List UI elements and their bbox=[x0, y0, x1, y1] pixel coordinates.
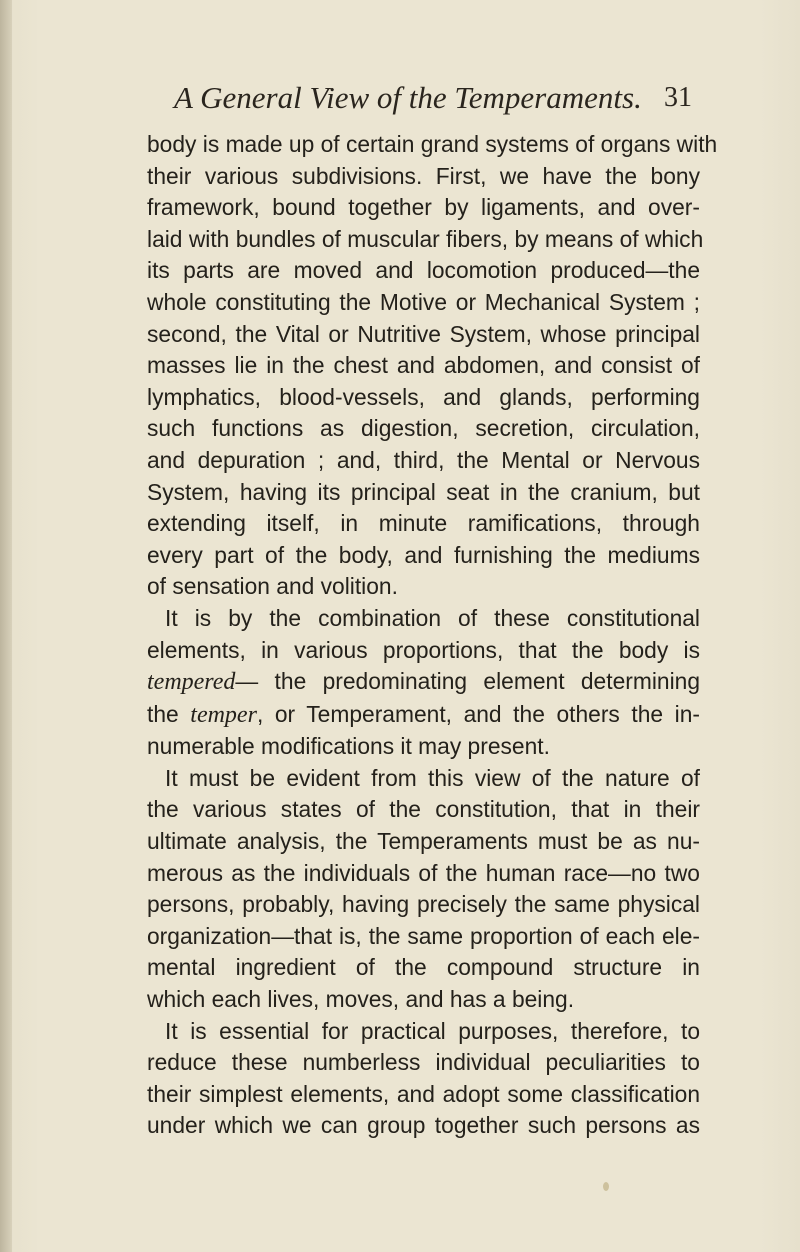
paragraph-4 bbox=[147, 1016, 700, 1142]
text-line: extending itself, in minute ramifications, through bbox=[147, 510, 700, 537]
body-text bbox=[147, 129, 718, 1142]
text-line: second, the Vital or Nutritive System, whose principal bbox=[147, 320, 700, 347]
text-line: elements, in various proportions, that the body is bbox=[147, 636, 700, 663]
running-title: A General View of the Temperaments. bbox=[174, 80, 642, 115]
text-line: and depuration ; and, third, the Mental or Nervous bbox=[147, 446, 700, 473]
paragraph-1 bbox=[147, 129, 718, 603]
page-header bbox=[140, 76, 700, 116]
text-line: the various states of the constitution, that in their bbox=[147, 796, 700, 823]
text-line: of sensation and volition. bbox=[147, 573, 398, 600]
paragraph-2 bbox=[147, 603, 700, 763]
text-segment: — the predominating element determining bbox=[235, 668, 700, 695]
binding-edge bbox=[0, 0, 12, 1252]
text-line bbox=[147, 666, 700, 699]
text-line: every part of the body, and furnishing the mediums bbox=[147, 541, 700, 568]
text-line: whole constituting the Motive or Mechanical System ; bbox=[147, 288, 700, 315]
text-line: their simplest elements, and adopt some classification bbox=[147, 1080, 700, 1107]
text-line: body is made up of certain grand systems of organs with bbox=[147, 131, 718, 157]
text-line bbox=[147, 699, 700, 732]
text-segment: , or Temperament, and the others the in- bbox=[256, 700, 700, 727]
text-line: organization—that is, the same proportion of each ele- bbox=[147, 922, 700, 949]
text-line: laid with bundles of muscular fibers, by means of which bbox=[147, 225, 704, 252]
text-line: numerable modifications it may present. bbox=[147, 733, 550, 760]
text-line: their various subdivisions. First, we have the bony bbox=[147, 162, 700, 189]
text-line: its parts are moved and locomotion produced—the bbox=[147, 257, 700, 284]
italic-word: tempered bbox=[147, 669, 236, 696]
text-line: It is essential for practical purposes, therefore, to bbox=[165, 1017, 700, 1044]
text-line: which each lives, moves, and has a being. bbox=[147, 986, 575, 1013]
text-line: such functions as digestion, secretion, circulation, bbox=[147, 415, 700, 442]
text-line: merous as the individuals of the human race—no two bbox=[147, 859, 700, 886]
text-line: It must be evident from this view of the nature of bbox=[165, 764, 700, 791]
page-number: 31 bbox=[664, 82, 692, 113]
text-line: framework, bound together by ligaments, and over- bbox=[147, 194, 700, 221]
text-line: It is by the combination of these constitutional bbox=[165, 604, 700, 631]
text-line: System, having its principal seat in the cranium, but bbox=[147, 478, 700, 505]
text-segment: the bbox=[147, 700, 191, 727]
paper-speck bbox=[603, 1182, 609, 1191]
text-line: mental ingredient of the compound structure in bbox=[147, 954, 700, 981]
text-line: ultimate analysis, the Temperaments must be as nu- bbox=[147, 828, 700, 855]
text-line: reduce these numberless individual peculiarities to bbox=[147, 1049, 700, 1076]
text-line: lymphatics, blood-vessels, and glands, performing bbox=[147, 383, 700, 410]
paragraph-3 bbox=[147, 763, 700, 1016]
text-line: persons, probably, having precisely the same physical bbox=[147, 891, 700, 918]
italic-word: temper bbox=[190, 701, 257, 728]
text-line: masses lie in the chest and abdomen, and consist of bbox=[147, 352, 700, 379]
text-line: under which we can group together such persons as bbox=[147, 1112, 700, 1139]
